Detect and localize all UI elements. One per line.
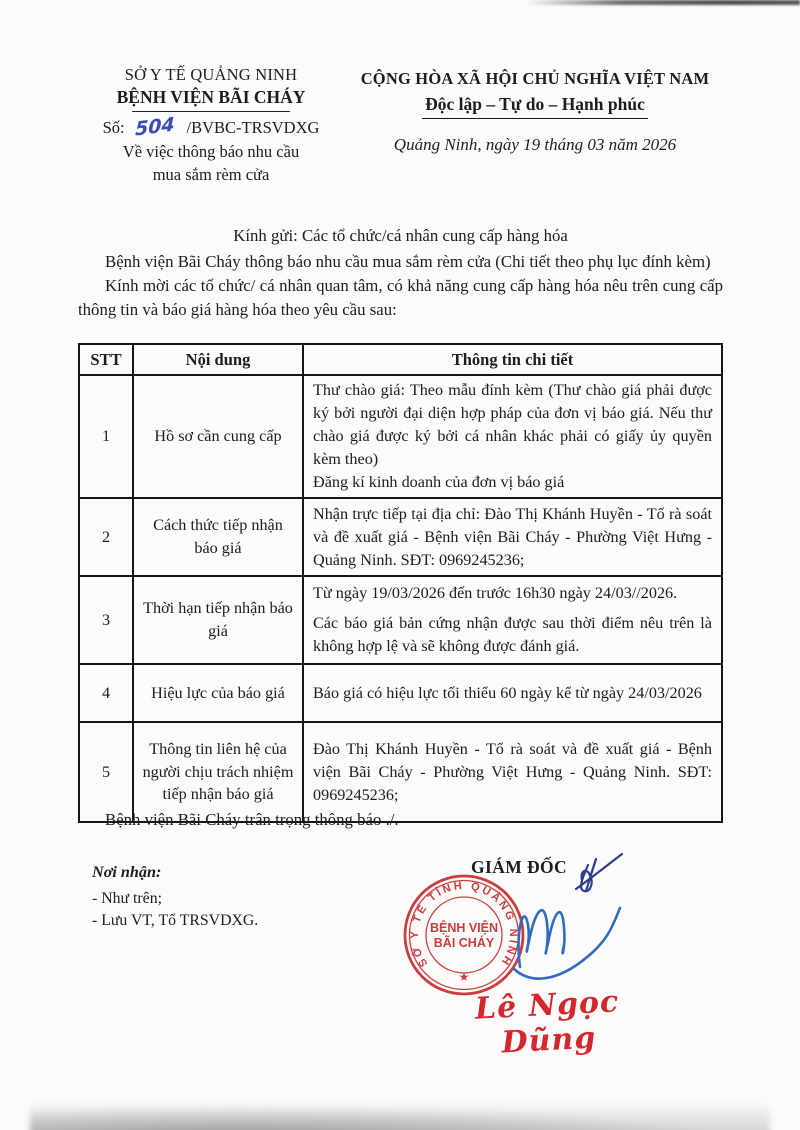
salutation: Kính gửi: Các tổ chức/cá nhân cung cấp hàng hóa	[233, 226, 568, 245]
signature-strokes	[514, 908, 620, 979]
org-underline	[132, 111, 290, 112]
cell-paragraph: Thư chào giá: Theo mẫu đính kèm (Thư chào giá phải được ký bởi người đại diện hợp pháp của đơn vị báo giá. Nếu thư chào giá được ký bởi cá nhân khác phải có giấy ủy quyền kèm theo)	[313, 381, 712, 468]
table-row	[79, 664, 722, 722]
table-header-stt: STT	[79, 344, 133, 375]
cell-noi-dung: Cách thức tiếp nhận báo giá	[133, 498, 303, 576]
cell-paragraph: Từ ngày 19/03/2026 đến trước 16h30 ngày 24/03//2026.	[313, 584, 678, 602]
closing-line: Bệnh viện Bãi Cháy trân trọng thông báo ./.	[105, 810, 399, 829]
issuing-org-block	[58, 64, 364, 186]
cell-paragraph: Các báo giá bản cứng nhận được sau thời điểm nêu trên là không hợp lệ và sẽ không được đánh giá.	[313, 614, 712, 655]
signer-title: GIÁM ĐỐC	[471, 857, 568, 877]
cell-chi-tiet	[303, 498, 722, 576]
quote-request-table	[78, 343, 723, 823]
cell-paragraph: Đào Thị Khánh Huyền - Tổ rà soát và đề xuất giá - Bệnh viện Bãi Cháy - Phường Việt Hưng - Quảng Ninh. SĐT: 0969245236;	[313, 739, 712, 804]
national-title: CỘNG HÒA XÃ HỘI CHỦ NGHĨA VIỆT NAM	[360, 69, 710, 88]
paragraph-invitation: Kính mời các tổ chức/ cá nhân quan tâm, có khả năng cung cấp hàng hóa nêu trên cung cấp thông tin và báo giá hàng hóa theo yêu cầu sau:	[78, 276, 723, 319]
stamp-star-icon: ★	[458, 970, 470, 984]
pen-flourish-icon	[576, 854, 622, 891]
cell-paragraph: Nhận trực tiếp tại địa chỉ: Đào Thị Khánh Huyền - Tổ rà soát và đề xuất giá - Bệnh viện Bãi Cháy - Phường Việt Hưng - Quảng Ninh. SĐT: 0969245236;	[313, 504, 712, 569]
cell-paragraph: Báo giá có hiệu lực tối thiểu 60 ngày kể từ ngày 24/03/2026	[313, 683, 702, 702]
cell-noi-dung: Hồ sơ cần cung cấp	[133, 375, 303, 498]
stamp-ring-text: SỞ Y TẾ TỈNH QUẢNG NINH	[408, 879, 520, 969]
doc-number-suffix: /BVBC-TRSVDXG	[186, 118, 320, 138]
table-row	[79, 375, 722, 498]
doc-subject-line1: Về việc thông báo nhu cầu	[122, 142, 300, 162]
org-name: BỆNH VIỆN BÃI CHÁY	[116, 87, 306, 108]
national-motto: Độc lập – Tự do – Hạnh phúc	[422, 92, 648, 119]
doc-subject-line2: mua sắm rèm cửa	[152, 164, 270, 184]
signer-name: Lê Ngọc Dũng	[474, 984, 621, 1061]
cell-chi-tiet	[303, 722, 722, 822]
scan-artifact-top	[525, 0, 800, 5]
scan-artifact-bottom	[30, 1102, 770, 1130]
cell-paragraph: Đăng kí kinh doanh của đơn vị báo giá	[313, 473, 565, 491]
cell-stt: 1	[79, 375, 133, 498]
cell-noi-dung: Thời hạn tiếp nhận báo giá	[133, 576, 303, 664]
recipients-title: Nơi nhận:	[92, 863, 162, 881]
national-header-block	[352, 68, 718, 156]
cell-stt: 2	[79, 498, 133, 576]
cell-stt: 5	[79, 722, 133, 822]
stamp-center-line1: BỆNH VIỆN	[429, 921, 499, 935]
cell-chi-tiet	[303, 375, 722, 498]
paragraph-announcement: Bệnh viện Bãi Cháy thông báo nhu cầu mua sắm rèm cửa (Chi tiết theo phụ lục đính kèm)	[105, 252, 711, 271]
stamp-center-line2: BÃI CHÁY	[433, 936, 495, 950]
table-header-row	[79, 344, 722, 375]
cell-stt: 4	[79, 664, 133, 722]
cell-stt: 3	[79, 576, 133, 664]
cell-noi-dung: Thông tin liên hệ của người chịu trách nhiệm tiếp nhận báo giá	[133, 722, 303, 822]
doc-number-line	[58, 115, 364, 141]
body-text	[78, 224, 723, 322]
cell-noi-dung: Hiệu lực của báo giá	[133, 664, 303, 722]
table-row	[79, 498, 722, 576]
cell-chi-tiet	[303, 664, 722, 722]
handwritten-doc-number: 504	[134, 113, 175, 141]
recipients-item: - Như trên;	[92, 890, 162, 907]
doc-number-label: Số:	[102, 118, 125, 138]
parent-org-name: SỞ Y TẾ QUẢNG NINH	[124, 65, 298, 84]
signature-ink	[500, 845, 670, 995]
dateline: Quảng Ninh, ngày 19 tháng 03 năm 2026	[393, 135, 677, 155]
table-header-chi-tiet: Thông tin chi tiết	[303, 344, 722, 375]
table-row	[79, 576, 722, 664]
cell-chi-tiet	[303, 576, 722, 664]
recipients-block	[92, 861, 258, 933]
table-row	[79, 722, 722, 822]
table-header-noi-dung: Nội dung	[133, 344, 303, 375]
recipients-item: - Lưu VT, Tổ TRSVDXG.	[92, 912, 259, 930]
